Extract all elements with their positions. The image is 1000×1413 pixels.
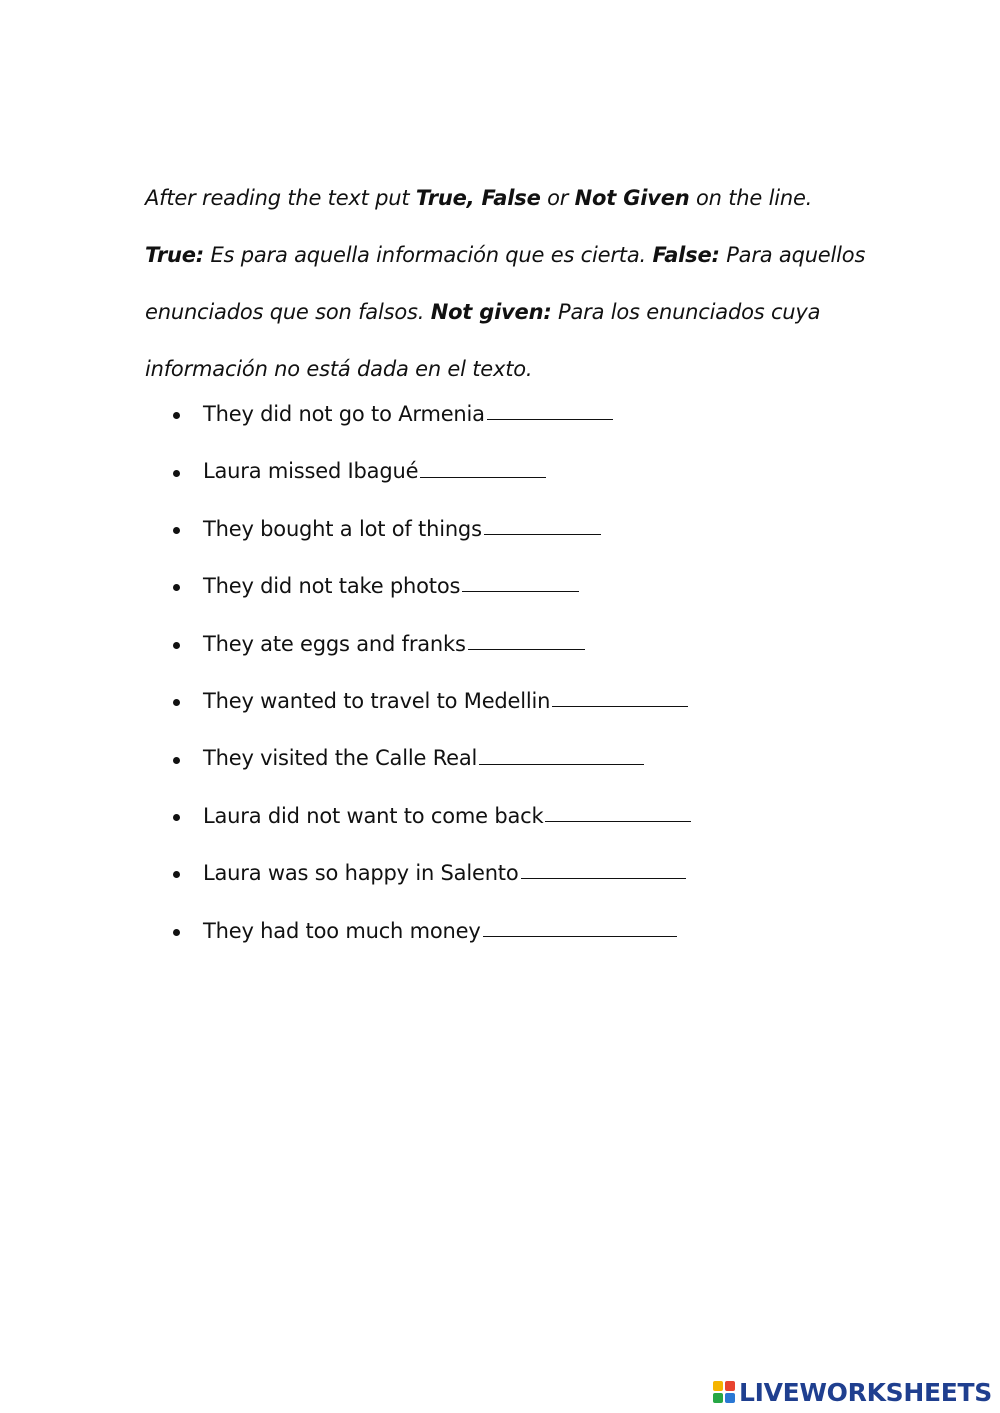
bullet-icon [173,527,180,534]
answer-blank[interactable] [483,918,677,937]
statement-text: They ate eggs and franks [203,631,466,656]
statement-text: Laura did not want to come back [203,803,544,828]
logo-mark-icon [713,1381,735,1403]
definition-not-given-text: Para los enunciados cuya información no está dada en el texto. [145,300,821,381]
logo-square-icon [713,1393,723,1403]
statement-item [173,386,691,443]
definition-false-label: False: [652,243,720,267]
answer-blank[interactable] [479,746,644,765]
statement-text: Laura was so happy in Salento [203,861,519,886]
liveworksheets-logo [713,1377,992,1407]
statement-list [173,386,691,960]
answer-blank[interactable] [420,459,546,478]
statement-text: They had too much money [203,918,481,943]
logo-square-icon [725,1393,735,1403]
instructions-text: on the line. [689,186,813,210]
bullet-icon [173,642,180,649]
instructions-line-1 [145,170,885,227]
definition-not-given-label: Not given: [430,300,552,324]
bullet-icon [173,699,180,706]
logo-square-icon [713,1381,723,1391]
answer-blank[interactable] [545,803,691,822]
statement-text: Laura missed Ibagué [203,459,419,484]
definition-true-text: Es para aquella información que es cierta. [203,243,653,267]
bullet-icon [173,814,180,821]
statement-item [173,501,691,558]
definition-true-label: True: [145,243,204,267]
bullet-icon [173,757,180,764]
answer-blank[interactable] [552,688,688,707]
statement-item [173,443,691,500]
statement-text: They bought a lot of things [203,516,482,541]
statement-item [173,673,691,730]
logo-square-icon [725,1381,735,1391]
bullet-icon [173,470,180,477]
instructions-bold-true-false: True, False [415,186,541,210]
instructions [145,170,885,398]
answer-blank[interactable] [462,573,579,592]
statement-item [173,903,691,960]
instructions-bold-not-given: Not Given [574,186,690,210]
definition-false-text: Para aquellos enunciados que son falsos. [145,243,866,324]
statement-text: They did not take photos [203,574,461,599]
instructions-definitions [145,227,885,398]
statement-text: They visited the Calle Real [203,746,478,771]
statement-item [173,788,691,845]
bullet-icon [173,412,180,419]
instructions-text: After reading the text put [145,186,416,210]
logo-text: LIVEWORKSHEETS [738,1377,992,1407]
answer-blank[interactable] [484,516,601,535]
answer-blank[interactable] [487,401,613,420]
statement-item [173,558,691,615]
bullet-icon [173,929,180,936]
instructions-text: or [540,186,575,210]
bullet-icon [173,584,180,591]
answer-blank[interactable] [521,860,686,879]
statement-item [173,616,691,673]
statement-text: They wanted to travel to Medellin [203,688,551,713]
statement-item [173,730,691,787]
statement-item [173,845,691,902]
statement-text: They did not go to Armenia [203,402,485,426]
bullet-icon [173,871,180,878]
answer-blank[interactable] [468,631,585,650]
